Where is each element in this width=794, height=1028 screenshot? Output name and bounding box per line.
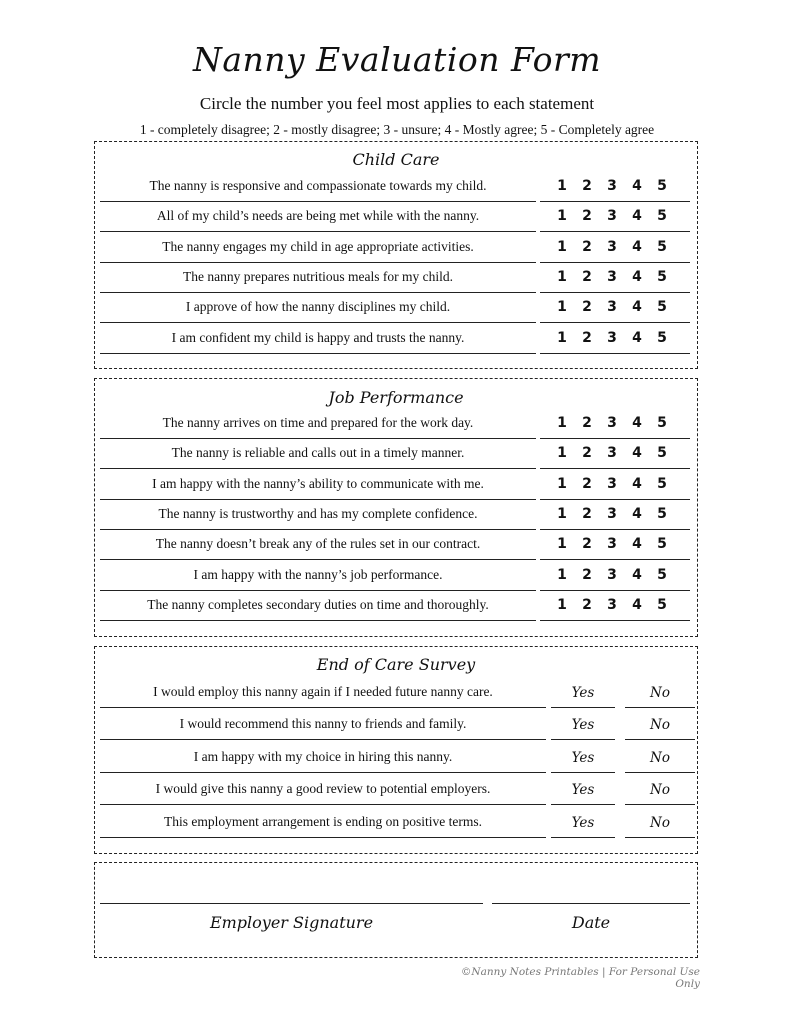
rating-scale-legend: 1 - completely disagree; 2 - mostly disagree; 3 - unsure; 4 - Mostly agree; 5 - Completely agree <box>139 122 655 137</box>
rating-option-2[interactable]: 2 <box>582 536 592 553</box>
end-of-care-heading: End of Care Survey <box>316 655 476 674</box>
yes-option[interactable]: Yes <box>551 708 615 740</box>
rating-option-1[interactable]: 1 <box>557 566 567 583</box>
child-care-section <box>94 141 698 369</box>
rating-options <box>540 408 690 439</box>
rating-option-3[interactable]: 3 <box>607 268 617 285</box>
statement-text: I approve of how the nanny disciplines my child. <box>100 292 536 323</box>
job-performance-heading: Job Performance <box>328 388 464 407</box>
rating-option-2[interactable]: 2 <box>582 505 592 522</box>
rating-option-5[interactable]: 5 <box>657 536 667 553</box>
employer-signature-line[interactable] <box>100 903 483 904</box>
rating-option-5[interactable]: 5 <box>657 596 667 613</box>
rating-option-5[interactable]: 5 <box>657 178 667 194</box>
date-label: Date <box>571 913 611 932</box>
statement-row <box>95 590 697 620</box>
rating-option-1[interactable]: 1 <box>557 178 567 194</box>
rating-option-1[interactable]: 1 <box>557 536 567 553</box>
statement-row <box>95 262 697 292</box>
survey-row <box>95 741 697 772</box>
rating-option-2[interactable]: 2 <box>582 445 592 462</box>
rating-option-1[interactable]: 1 <box>557 268 567 285</box>
rating-options <box>540 201 690 232</box>
rating-option-2[interactable]: 2 <box>582 415 592 431</box>
rating-option-4[interactable]: 4 <box>632 445 642 462</box>
statement-row <box>95 560 697 590</box>
survey-row <box>95 773 697 804</box>
rating-option-1[interactable]: 1 <box>557 445 567 462</box>
rating-option-4[interactable]: 4 <box>632 566 642 583</box>
rating-option-4[interactable]: 4 <box>632 536 642 553</box>
rating-option-3[interactable]: 3 <box>607 475 617 492</box>
copyright-footer: ©Nanny Notes Printables | For Personal Use Only <box>460 966 700 990</box>
rating-option-1[interactable]: 1 <box>557 596 567 613</box>
rating-option-4[interactable]: 4 <box>632 178 642 194</box>
statement-row <box>95 292 697 322</box>
rating-options <box>540 171 690 202</box>
statement-text: The nanny completes secondary duties on time and thoroughly. <box>100 590 536 621</box>
survey-row <box>95 708 697 739</box>
statement-row <box>95 201 697 231</box>
no-option[interactable]: No <box>625 676 695 708</box>
rating-options <box>540 590 690 621</box>
rating-option-3[interactable]: 3 <box>607 238 617 255</box>
rating-option-4[interactable]: 4 <box>632 238 642 255</box>
rating-option-3[interactable]: 3 <box>607 329 617 346</box>
rating-option-3[interactable]: 3 <box>607 505 617 522</box>
statement-row <box>95 171 697 201</box>
no-option[interactable]: No <box>625 773 695 805</box>
rating-option-5[interactable]: 5 <box>657 566 667 583</box>
statement-text: The nanny arrives on time and prepared for the work day. <box>100 408 536 439</box>
rating-option-4[interactable]: 4 <box>632 415 642 431</box>
rating-options <box>540 232 690 263</box>
rating-option-2[interactable]: 2 <box>582 208 592 225</box>
yes-option[interactable]: Yes <box>551 676 615 708</box>
no-option[interactable]: No <box>625 741 695 773</box>
rating-option-5[interactable]: 5 <box>657 329 667 346</box>
rating-option-3[interactable]: 3 <box>607 566 617 583</box>
rating-options <box>540 323 690 354</box>
survey-row <box>95 806 697 837</box>
statement-row <box>95 499 697 529</box>
rating-option-1[interactable]: 1 <box>557 329 567 346</box>
statement-row <box>95 408 697 438</box>
rating-options <box>540 560 690 591</box>
rating-option-1[interactable]: 1 <box>557 475 567 492</box>
statement-text: The nanny is trustworthy and has my complete confidence. <box>100 499 536 530</box>
statement-row <box>95 232 697 262</box>
rating-option-4[interactable]: 4 <box>632 208 642 225</box>
statement-row <box>95 438 697 468</box>
rating-option-3[interactable]: 3 <box>607 208 617 225</box>
survey-statement: This employment arrangement is ending on positive terms. <box>100 806 546 838</box>
rating-option-2[interactable]: 2 <box>582 596 592 613</box>
rating-options <box>540 469 690 500</box>
rating-option-5[interactable]: 5 <box>657 268 667 285</box>
statement-text: The nanny is responsive and compassionate towards my child. <box>100 171 536 202</box>
rating-options <box>540 499 690 530</box>
rating-option-2[interactable]: 2 <box>582 299 592 316</box>
signature-section <box>94 862 698 958</box>
rating-options <box>540 529 690 560</box>
rating-option-2[interactable]: 2 <box>582 238 592 255</box>
rating-options <box>540 292 690 323</box>
job-performance-section <box>94 378 698 637</box>
rating-option-2[interactable]: 2 <box>582 566 592 583</box>
rating-option-3[interactable]: 3 <box>607 536 617 553</box>
date-line[interactable] <box>492 903 690 904</box>
child-care-heading: Child Care <box>352 150 440 169</box>
survey-statement: I would recommend this nanny to friends and family. <box>100 708 546 740</box>
rating-option-3[interactable]: 3 <box>607 596 617 613</box>
no-option[interactable]: No <box>625 708 695 740</box>
survey-statement: I would give this nanny a good review to potential employers. <box>100 773 546 805</box>
no-option[interactable]: No <box>625 806 695 838</box>
rating-option-2[interactable]: 2 <box>582 268 592 285</box>
rating-options <box>540 262 690 293</box>
statement-text: The nanny engages my child in age appropriate activities. <box>100 232 536 263</box>
rating-option-4[interactable]: 4 <box>632 475 642 492</box>
rating-option-2[interactable]: 2 <box>582 329 592 346</box>
rating-option-5[interactable]: 5 <box>657 445 667 462</box>
rating-option-5[interactable]: 5 <box>657 475 667 492</box>
rating-option-3[interactable]: 3 <box>607 178 617 194</box>
rating-option-4[interactable]: 4 <box>632 505 642 522</box>
rating-option-5[interactable]: 5 <box>657 505 667 522</box>
statement-text: All of my child’s needs are being met while with the nanny. <box>100 201 536 232</box>
rating-option-3[interactable]: 3 <box>607 299 617 316</box>
statement-text: I am happy with the nanny’s ability to communicate with me. <box>100 469 536 500</box>
end-of-care-section <box>94 646 698 854</box>
statement-text: I am happy with the nanny’s job performance. <box>100 560 536 591</box>
statement-row <box>95 529 697 559</box>
rating-option-5[interactable]: 5 <box>657 238 667 255</box>
rating-option-4[interactable]: 4 <box>632 268 642 285</box>
rating-option-2[interactable]: 2 <box>582 475 592 492</box>
rating-option-1[interactable]: 1 <box>557 415 567 431</box>
employer-signature-label: Employer Signature <box>209 913 374 932</box>
statement-text: The nanny prepares nutritious meals for my child. <box>100 262 536 293</box>
rating-option-5[interactable]: 5 <box>657 299 667 316</box>
rating-option-1[interactable]: 1 <box>557 238 567 255</box>
statement-row <box>95 323 697 353</box>
rating-option-4[interactable]: 4 <box>632 596 642 613</box>
rating-option-5[interactable]: 5 <box>657 208 667 225</box>
yes-option[interactable]: Yes <box>551 773 615 805</box>
statement-text: I am confident my child is happy and trusts the nanny. <box>100 323 536 354</box>
rating-option-4[interactable]: 4 <box>632 299 642 316</box>
rating-option-1[interactable]: 1 <box>557 208 567 225</box>
survey-statement: I would employ this nanny again if I needed future nanny care. <box>100 676 546 708</box>
yes-option[interactable]: Yes <box>551 806 615 838</box>
rating-option-5[interactable]: 5 <box>657 415 667 431</box>
instructions: Circle the number you feel most applies to each statement <box>199 94 595 113</box>
rating-option-2[interactable]: 2 <box>582 178 592 194</box>
yes-option[interactable]: Yes <box>551 741 615 773</box>
survey-statement: I am happy with my choice in hiring this nanny. <box>100 741 546 773</box>
statement-text: The nanny is reliable and calls out in a timely manner. <box>100 438 536 469</box>
rating-option-3[interactable]: 3 <box>607 445 617 462</box>
statement-row <box>95 469 697 499</box>
rating-option-1[interactable]: 1 <box>557 299 567 316</box>
rating-option-1[interactable]: 1 <box>557 505 567 522</box>
rating-options <box>540 438 690 469</box>
survey-row <box>95 676 697 707</box>
statement-text: The nanny doesn’t break any of the rules set in our contract. <box>100 529 536 560</box>
rating-option-4[interactable]: 4 <box>632 329 642 346</box>
rating-option-3[interactable]: 3 <box>607 415 617 431</box>
form-title: Nanny Evaluation Form <box>192 40 602 79</box>
